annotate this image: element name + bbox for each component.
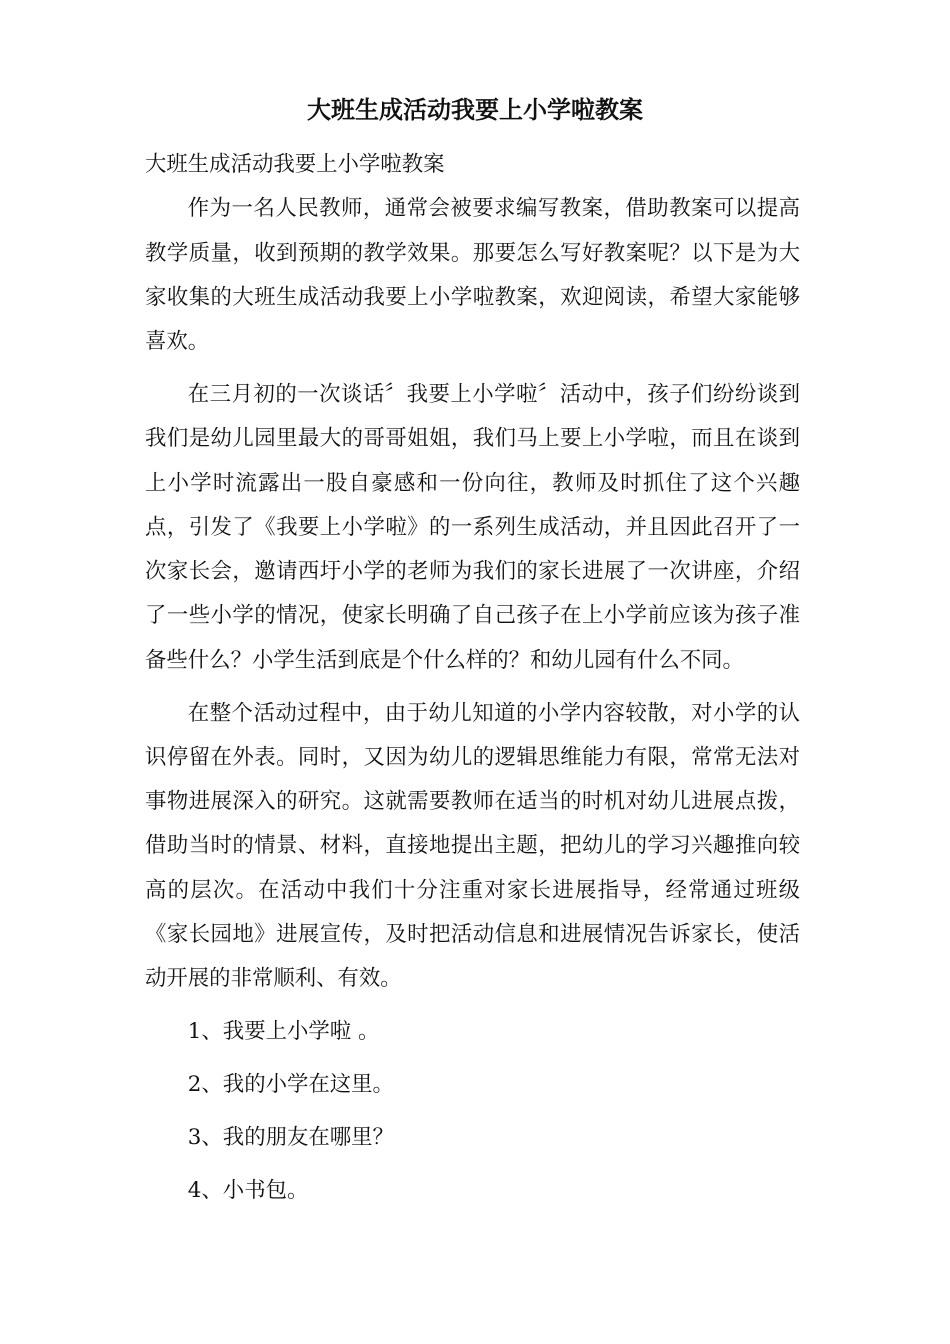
document-body xyxy=(145,143,800,1221)
list-item: 1、我要上小学啦 。 xyxy=(187,1019,380,1045)
paragraph-process: 在整个活动过程中，由于幼儿知道的小学内容较散，对小学的认识停留在外表。同时，又因为幼儿的逻辑思维能力有限，常常无法对事物进展深入的研究。这就需要教师在适当的时机对幼儿进展点拨，借助当时的情景、材料，直接地提出主题，把幼儿的学习兴趣推向较高的层次。在活动中我们十分注重对家长进展指导，经常通过班级《家长园地》进展宣传，及时把活动信息和进展情况告诉家长，使活动开展的非常顺利、有效。 xyxy=(145,700,800,992)
document-subtitle: 大班生成活动我要上小学啦教案 xyxy=(145,152,445,177)
document-title: 大班生成活动我要上小学啦教案 xyxy=(307,95,643,124)
list-item: 4、小书包。 xyxy=(187,1177,309,1203)
list-item: 2、我的小学在这里。 xyxy=(187,1071,394,1097)
paragraph-background: 在三月初的一次谈话〞我要上小学啦〞活动中，孩子们纷纷谈到我们是幼儿园里最大的哥哥姐姐，我们马上要上小学啦，而且在谈到上小学时流露出一股自豪感和一份向往，教师及时抓住了这个兴趣点，引发了《我要上小学啦》的一系列生成活动，并且因此召开了一次家长会，邀请西圩小学的老师为我们的家长进展了一次讲座，介绍了一些小学的情况，使家长明确了自己孩子在上小学前应该为孩子准备些什么？小学生活到底是个什么样的？和幼儿园有什么不同。 xyxy=(145,381,800,673)
list-item: 3、我的朋友在哪里？ xyxy=(187,1124,394,1150)
paragraph-intro: 作为一名人民教师，通常会被要求编写教案，借助教案可以提高教学质量，收到预期的教学效果。那要怎么写好教案呢？以下是为大家收集的大班生成活动我要上小学啦教案，欢迎阅读，希望大家能够喜欢。 xyxy=(145,196,800,355)
